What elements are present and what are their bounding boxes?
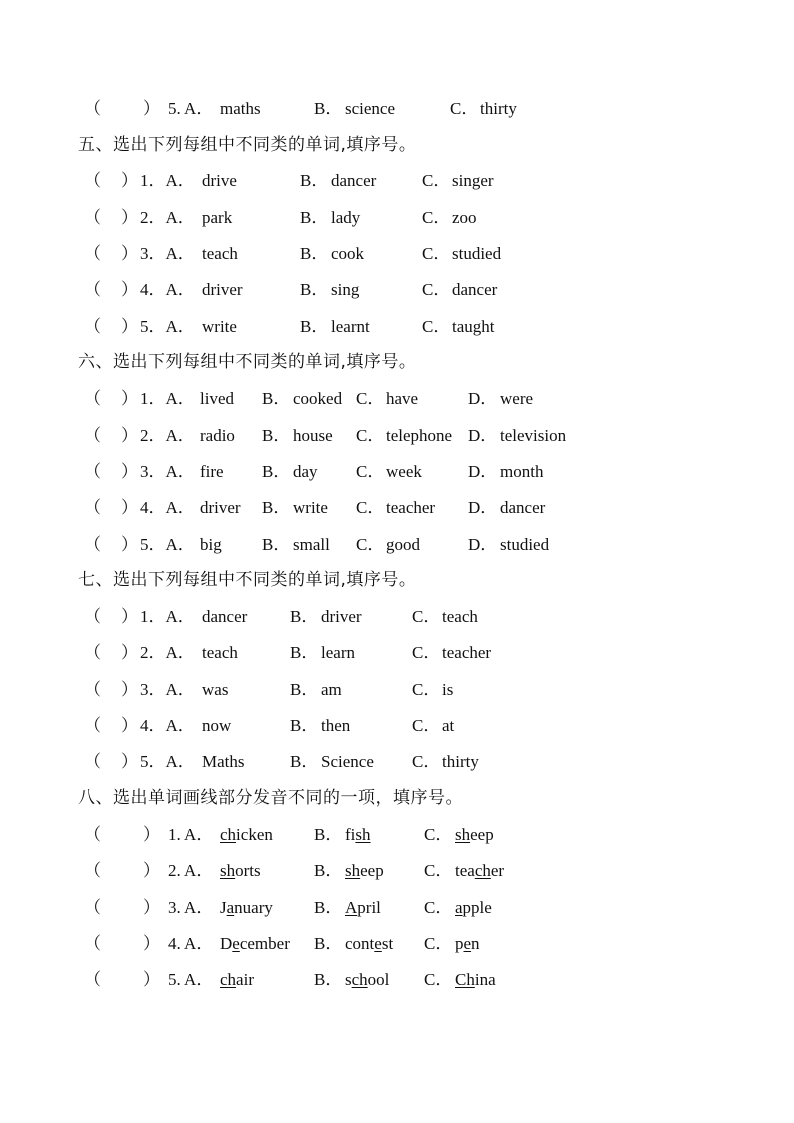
option-a: radio — [200, 426, 235, 445]
answer-blank-open: （ — [84, 462, 101, 481]
answer-blank-open: （ — [84, 934, 101, 953]
option-b: write — [293, 498, 328, 517]
option-c-label: C． — [412, 643, 441, 662]
question-row — [0, 714, 794, 738]
option-b-pre: s — [345, 970, 352, 989]
option-b: am — [321, 680, 342, 699]
question-number: 2. A． — [168, 861, 214, 880]
option-a: now — [202, 716, 232, 735]
option-b-underlined-part: e — [374, 934, 382, 953]
option-b-post: st — [381, 934, 394, 953]
option-c-label: C． — [356, 535, 385, 554]
question-row — [0, 859, 794, 883]
option-d: month — [500, 462, 544, 481]
option-b — [345, 859, 384, 883]
answer-blank-open: （ — [84, 389, 101, 408]
option-d: were — [500, 389, 534, 408]
option-b-label: B． — [300, 244, 329, 263]
answer-blank-open: （ — [84, 208, 101, 227]
option-a-pre: J — [220, 898, 227, 917]
option-b — [345, 823, 371, 847]
option-a — [220, 859, 261, 883]
answer-blank-open: （ — [84, 716, 101, 735]
option-b-pre: fi — [345, 825, 356, 844]
answer-blank-close: ） — [143, 934, 160, 953]
option-b-label: B． — [262, 462, 291, 481]
option-d-label: D． — [468, 389, 498, 408]
option-c-label: C． — [412, 607, 441, 626]
answer-blank-open: （ — [84, 426, 101, 445]
option-a: big — [200, 535, 222, 554]
option-c-underlined-part: ch — [474, 861, 491, 880]
question-row — [0, 206, 794, 230]
question-row — [0, 641, 794, 665]
question-number: 4．A． — [140, 498, 195, 517]
option-c-label: C． — [424, 934, 453, 953]
option-b-post: pril — [357, 898, 381, 917]
question-row — [0, 387, 794, 411]
answer-blank-open: （ — [84, 498, 101, 517]
option-c-post: ina — [474, 970, 496, 989]
question-row — [0, 169, 794, 193]
option-c — [455, 823, 494, 847]
answer-blank-close: ） — [121, 426, 138, 445]
option-a-pre: D — [220, 934, 233, 953]
question-number: 5. A． — [168, 99, 214, 118]
answer-blank-open: （ — [84, 280, 101, 299]
answer-blank-open: （ — [84, 607, 101, 626]
option-c: teacher — [442, 643, 492, 662]
answer-blank-close: ） — [121, 317, 138, 336]
option-c: is — [442, 680, 454, 699]
option-b — [345, 968, 389, 992]
question-row — [0, 968, 794, 992]
question-number: 5．A． — [140, 752, 195, 771]
option-c: dancer — [452, 280, 498, 299]
option-c-post: eep — [470, 825, 494, 844]
option-b-label: B． — [300, 208, 329, 227]
option-b: Science — [321, 752, 374, 771]
option-b: driver — [321, 607, 362, 626]
option-b-label: B． — [290, 643, 319, 662]
option-c-underlined-part: sh — [455, 825, 471, 844]
answer-blank-close: ） — [143, 861, 160, 880]
question-number: 3．A． — [140, 244, 195, 263]
option-a-post: air — [236, 970, 254, 989]
answer-blank-close: ） — [121, 389, 138, 408]
answer-blank-open: （ — [84, 171, 101, 190]
question-row — [0, 605, 794, 629]
option-a-underlined-part: ch — [220, 825, 237, 844]
question-number: 4．A． — [140, 280, 195, 299]
option-c-label: C． — [356, 462, 385, 481]
option-b-label: B． — [300, 280, 329, 299]
question-number: 1．A． — [140, 171, 195, 190]
option-d: studied — [500, 535, 550, 554]
answer-blank-close: ） — [121, 244, 138, 263]
option-b: dancer — [331, 171, 377, 190]
option-a-post: nuary — [234, 898, 273, 917]
question-row — [0, 932, 794, 956]
option-b: cooked — [293, 389, 343, 408]
option-b-label: B． — [262, 389, 291, 408]
option-d-label: D． — [468, 426, 498, 445]
option-b-underlined-part: A — [345, 898, 358, 917]
option-c: at — [442, 716, 455, 735]
option-a — [220, 968, 254, 992]
question-number: 1. A． — [168, 825, 214, 844]
section-heading: 七、选出下列每组中不同类的单词,填序号。 — [78, 570, 417, 590]
option-c-underlined-part: Ch — [455, 970, 475, 989]
option-b — [345, 896, 381, 920]
option-b-label: B． — [290, 716, 319, 735]
option-c: have — [386, 389, 419, 408]
option-a: park — [202, 208, 233, 227]
option-a: dancer — [202, 607, 248, 626]
option-c-post: n — [471, 934, 480, 953]
option-b: science — [345, 99, 396, 118]
question-row — [0, 896, 794, 920]
question-row — [0, 496, 794, 520]
option-c-label: C． — [412, 716, 441, 735]
answer-blank-open: （ — [84, 752, 101, 771]
option-c — [455, 896, 492, 920]
answer-blank-open: （ — [84, 861, 101, 880]
question-row — [0, 242, 794, 266]
option-b-label: B． — [262, 426, 291, 445]
option-a-post: cember — [239, 934, 290, 953]
answer-blank-open: （ — [84, 535, 101, 554]
option-b-label: B． — [290, 607, 319, 626]
option-d-label: D． — [468, 462, 498, 481]
option-c — [455, 932, 480, 956]
option-c: teach — [442, 607, 478, 626]
question-number: 3．A． — [140, 462, 195, 481]
answer-blank-close: ） — [121, 208, 138, 227]
answer-blank-open: （ — [84, 643, 101, 662]
answer-blank-close: ） — [143, 99, 160, 118]
option-b-label: B． — [314, 861, 343, 880]
question-number: 3. A． — [168, 898, 214, 917]
option-a-post: orts — [235, 861, 261, 880]
option-b-pre: cont — [345, 934, 375, 953]
option-a: maths — [220, 99, 261, 118]
option-c: thirty — [442, 752, 479, 771]
option-c-label: C． — [422, 280, 451, 299]
question-number: 5．A． — [140, 317, 195, 336]
answer-blank-close: ） — [143, 898, 160, 917]
answer-blank-close: ） — [121, 498, 138, 517]
option-a: was — [202, 680, 229, 699]
option-c: telephone — [386, 426, 453, 445]
option-b: then — [321, 716, 351, 735]
question-row — [0, 823, 794, 847]
option-a — [220, 932, 290, 956]
option-a-underlined-part: sh — [220, 861, 236, 880]
option-a: teach — [202, 244, 238, 263]
option-c-label: C． — [450, 99, 479, 118]
question-row — [0, 678, 794, 702]
option-c-underlined-part: e — [463, 934, 472, 953]
option-b: learnt — [331, 317, 370, 336]
option-c — [455, 859, 504, 883]
option-b: learn — [321, 643, 355, 662]
question-number: 1．A． — [140, 389, 195, 408]
option-a: teach — [202, 643, 238, 662]
option-a: fire — [200, 462, 224, 481]
question-row — [0, 278, 794, 302]
option-c: good — [386, 535, 420, 554]
option-c-label: C． — [424, 970, 453, 989]
option-b-label: B． — [314, 99, 343, 118]
option-b-underlined-part: sh — [355, 825, 371, 844]
answer-blank-close: ） — [121, 680, 138, 699]
section-heading: 五、选出下列每组中不同类的单词,填序号。 — [78, 135, 417, 155]
answer-blank-open: （ — [84, 680, 101, 699]
option-a-underlined-part: a — [226, 898, 235, 917]
answer-blank-open: （ — [84, 99, 101, 118]
option-c-label: C． — [424, 898, 453, 917]
question-row — [0, 533, 794, 557]
section-heading: 八、选出单词画线部分发音不同的一项，填序号。 — [78, 788, 463, 808]
answer-blank-open: （ — [84, 825, 101, 844]
option-c: zoo — [452, 208, 477, 227]
option-b: cook — [331, 244, 365, 263]
answer-blank-close: ） — [143, 825, 160, 844]
answer-blank-open: （ — [84, 970, 101, 989]
question-number: 4. A． — [168, 934, 214, 953]
option-b-underlined-part: sh — [345, 861, 361, 880]
question-row — [0, 460, 794, 484]
option-c-pre: p — [455, 934, 464, 953]
option-a: write — [202, 317, 237, 336]
option-c: singer — [452, 171, 494, 190]
answer-blank-close: ） — [121, 171, 138, 190]
question-number: 5. A． — [168, 970, 214, 989]
option-c-label: C． — [422, 244, 451, 263]
option-b-post: ool — [367, 970, 390, 989]
option-a — [220, 823, 273, 847]
option-a: driver — [200, 498, 241, 517]
option-b-label: B． — [300, 317, 329, 336]
option-c-label: C． — [424, 825, 453, 844]
option-c-label: C． — [422, 171, 451, 190]
answer-blank-close: ） — [121, 607, 138, 626]
option-c-label: C． — [422, 208, 451, 227]
option-c-post: er — [490, 861, 505, 880]
option-b: day — [293, 462, 318, 481]
question-number: 5．A． — [140, 535, 195, 554]
option-c-label: C． — [412, 680, 441, 699]
answer-blank-open: （ — [84, 317, 101, 336]
answer-blank-close: ） — [121, 643, 138, 662]
option-c — [455, 968, 496, 992]
answer-blank-close: ） — [121, 716, 138, 735]
option-b-label: B． — [290, 752, 319, 771]
question-row — [0, 750, 794, 774]
answer-blank-close: ） — [121, 280, 138, 299]
option-b-label: B． — [314, 970, 343, 989]
option-a: lived — [200, 389, 234, 408]
option-c-underlined-part: a — [455, 898, 463, 917]
question-row — [0, 315, 794, 339]
answer-blank-close: ） — [121, 752, 138, 771]
option-c-label: C． — [412, 752, 441, 771]
answer-blank-close: ） — [143, 970, 160, 989]
option-b-label: B． — [314, 825, 343, 844]
question-number: 3．A． — [140, 680, 195, 699]
option-c-label: C． — [356, 389, 385, 408]
answer-blank-close: ） — [121, 535, 138, 554]
option-d-label: D． — [468, 498, 498, 517]
option-c-label: C． — [424, 861, 453, 880]
option-a-underlined-part: e — [232, 934, 240, 953]
option-c-pre: tea — [455, 861, 475, 880]
option-b — [345, 932, 393, 956]
option-b-label: B． — [262, 535, 291, 554]
option-b: house — [293, 426, 333, 445]
option-c-label: C． — [356, 426, 385, 445]
answer-blank-close: ） — [121, 462, 138, 481]
option-a-post: icken — [236, 825, 273, 844]
option-c: teacher — [386, 498, 436, 517]
answer-blank-open: （ — [84, 244, 101, 263]
section-heading: 六、选出下列每组中不同类的单词,填序号。 — [78, 352, 417, 372]
option-c: taught — [452, 317, 495, 336]
question-row — [0, 424, 794, 448]
option-c-label: C． — [356, 498, 385, 517]
option-b-label: B． — [300, 171, 329, 190]
option-b-label: B． — [314, 898, 343, 917]
option-a: Maths — [202, 752, 245, 771]
option-d: dancer — [500, 498, 546, 517]
option-c: week — [386, 462, 422, 481]
option-c-label: C． — [422, 317, 451, 336]
option-d: television — [500, 426, 567, 445]
option-a: drive — [202, 171, 237, 190]
question-number: 2．A． — [140, 643, 195, 662]
option-b-label: B． — [262, 498, 291, 517]
option-b: lady — [331, 208, 361, 227]
option-c: studied — [452, 244, 502, 263]
option-a — [220, 896, 273, 920]
option-b-label: B． — [314, 934, 343, 953]
question-number: 4．A． — [140, 716, 195, 735]
option-b: sing — [331, 280, 360, 299]
question-number: 1．A． — [140, 607, 195, 626]
answer-blank-open: （ — [84, 898, 101, 917]
option-b-post: eep — [360, 861, 384, 880]
option-b: small — [293, 535, 330, 554]
option-a-underlined-part: ch — [220, 970, 237, 989]
question-number: 2．A． — [140, 426, 195, 445]
option-b-underlined-part: ch — [351, 970, 368, 989]
option-b-label: B． — [290, 680, 319, 699]
option-c: thirty — [480, 99, 517, 118]
question-row — [0, 97, 794, 121]
option-c-post: pple — [462, 898, 492, 917]
option-a: driver — [202, 280, 243, 299]
question-number: 2．A． — [140, 208, 195, 227]
option-d-label: D． — [468, 535, 498, 554]
